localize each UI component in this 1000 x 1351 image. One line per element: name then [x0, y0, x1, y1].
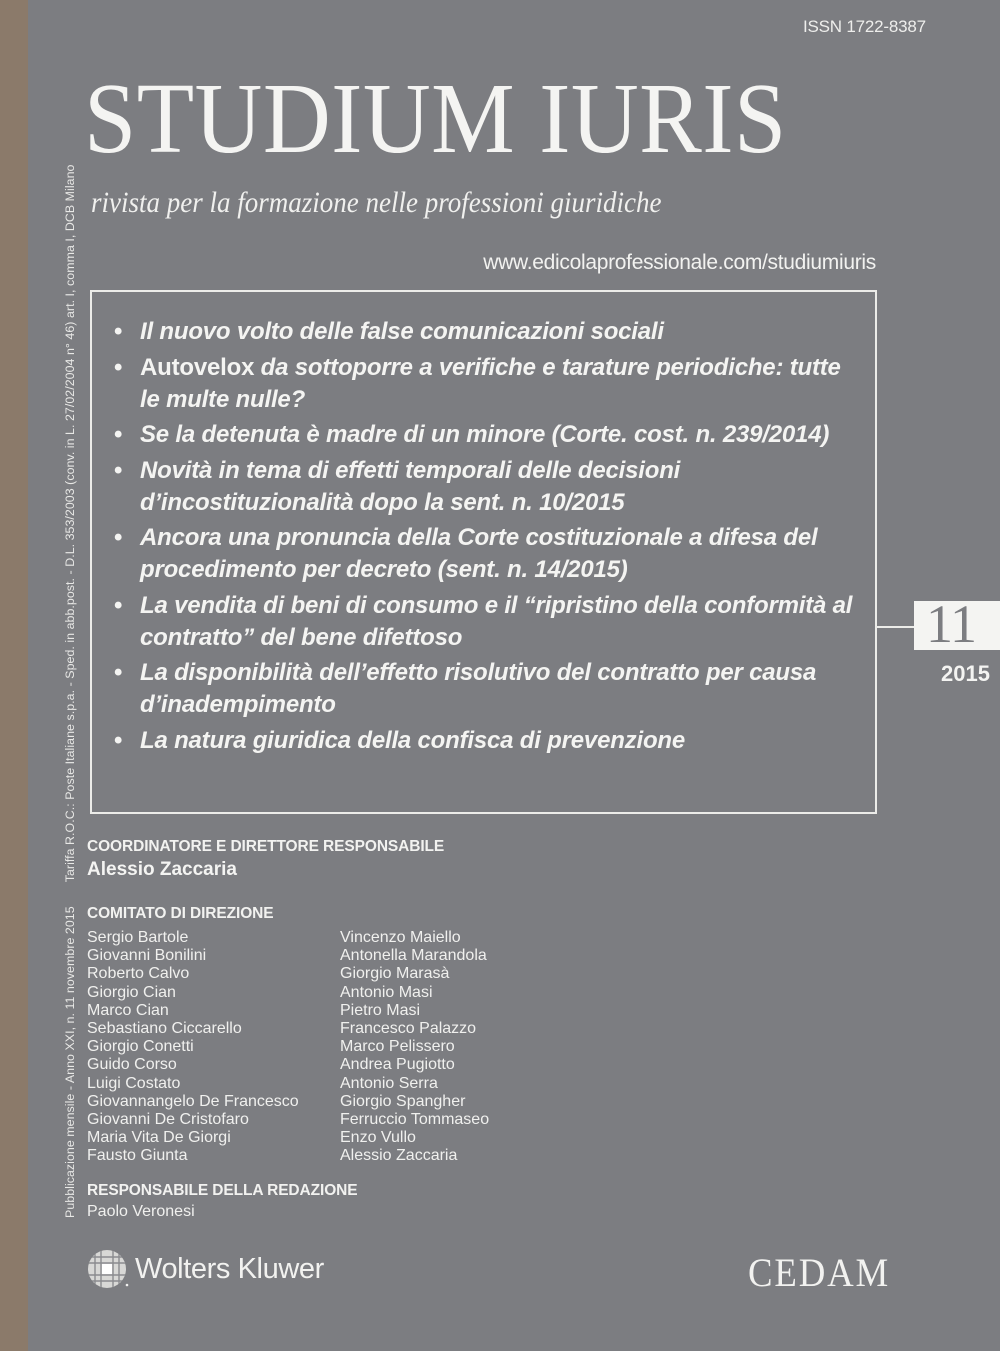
wolters-kluwer-name: Wolters Kluwer: [135, 1252, 324, 1285]
journal-title: STUDIUM IURIS: [84, 62, 787, 174]
issue-number: 11: [926, 601, 976, 650]
committee-member: Giovannangelo De Francesco: [87, 1092, 299, 1110]
committee-list-right: [340, 929, 489, 1166]
committee-member: Andrea Pugiotto: [340, 1056, 455, 1074]
contents-item: • Ancora una pronuncia della Corte costituzionale a difesa del procedimento per decreto (sent. n. 14/2015): [114, 522, 865, 586]
committee-member: Antonio Serra: [340, 1074, 438, 1092]
director-heading: COORDINATORE E DIRETTORE RESPONSABILE: [87, 838, 445, 855]
committee-member: Giovanni De Cristofaro: [87, 1111, 249, 1129]
contents-item: • La natura giuridica della confisca di prevenzione: [114, 725, 865, 757]
committee-member: Alessio Zaccaria: [340, 1147, 458, 1165]
journal-subtitle: rivista per la formazione nelle professioni giuridiche: [91, 186, 662, 219]
committee-member: Guido Corso: [87, 1056, 177, 1074]
cedam-logo: CEDAM: [748, 1250, 891, 1295]
issue-year: 2015: [941, 661, 990, 686]
director-name: Alessio Zaccaria: [87, 859, 237, 880]
committee-member: Fausto Giunta: [87, 1147, 188, 1165]
committee-member: Giovanni Bonilini: [87, 947, 207, 965]
committee-member: Antonio Masi: [340, 983, 433, 1001]
contents-item: • La vendita di beni di consumo e il “ripristino della conformità al contratto” del bene difettoso: [114, 590, 865, 654]
committee-member: Enzo Vullo: [340, 1129, 416, 1147]
issue-connector-line: [877, 626, 914, 628]
committee-member: Giorgio Conetti: [87, 1038, 194, 1056]
committee-member: Francesco Palazzo: [340, 1020, 477, 1038]
committee-heading: COMITATO DI DIREZIONE: [87, 905, 274, 922]
committee-member: Ferruccio Tommaseo: [340, 1111, 490, 1129]
committee-member: Sebastiano Ciccarello: [87, 1020, 242, 1038]
committee-member: Sergio Bartole: [87, 929, 189, 946]
wolters-kluwer-grid-icon: [87, 1248, 129, 1290]
committee-member: Pietro Masi: [340, 1001, 421, 1019]
contents-item: • Novità in tema di effetti temporali delle decisioni d’incostituzionalità dopo la sent. n. 10/2015: [114, 455, 865, 519]
contents-item: • Se la detenuta è madre di un minore (Corte. cost. n. 239/2014): [114, 419, 865, 451]
editor-name: Paolo Veronesi: [87, 1203, 195, 1220]
issue-number-box: [914, 601, 1000, 650]
spine-publication-info: Pubblicazione mensile - Anno XXI, n. 11 novembre 2015: [63, 906, 77, 1218]
issn: ISSN 1722-8387: [803, 17, 926, 36]
committee-list-left: [87, 929, 299, 1166]
spine-edge: [0, 0, 28, 1351]
contents-item: • Il nuovo volto delle false comunicazioni sociali: [114, 316, 865, 348]
committee-member: Antonella Marandola: [340, 947, 487, 965]
committee-member: Luigi Costato: [87, 1074, 181, 1092]
contents-box: [90, 290, 877, 814]
committee-member: Giorgio Cian: [87, 983, 176, 1001]
spine-text: [63, 165, 77, 1218]
committee-member: Maria Vita De Giorgi: [87, 1129, 231, 1147]
committee-member: Marco Cian: [87, 1001, 169, 1019]
committee-member: Giorgio Spangher: [340, 1092, 466, 1110]
wolters-kluwer-logo: [87, 1248, 324, 1290]
editor-heading: RESPONSABILE DELLA REDAZIONE: [87, 1182, 358, 1199]
website-link[interactable]: www.edicolaprofessionale.com/studiumiuris: [483, 251, 876, 274]
spine-postal-info: Tariffa R.O.C.: Poste Italiane s.p.a. - Sped. in abb.post. - D.L. 353/2003 (conv. in L. 27/02/2004 n° 46) art. I, comma I, DCB Milano: [63, 164, 77, 883]
committee-member: Giorgio Marasà: [340, 965, 450, 983]
committee-member: Marco Pelissero: [340, 1038, 455, 1056]
contents-item: • La disponibilità dell’effetto risolutivo del contratto per causa d’inadempimento: [114, 657, 865, 721]
contents-item: • Autovelox da sottoporre a verifiche e tarature periodiche: tutte le multe nulle?: [114, 352, 865, 416]
committee-member: Roberto Calvo: [87, 965, 190, 983]
committee-member: Vincenzo Maiello: [340, 929, 461, 946]
contents-list: [114, 316, 865, 760]
